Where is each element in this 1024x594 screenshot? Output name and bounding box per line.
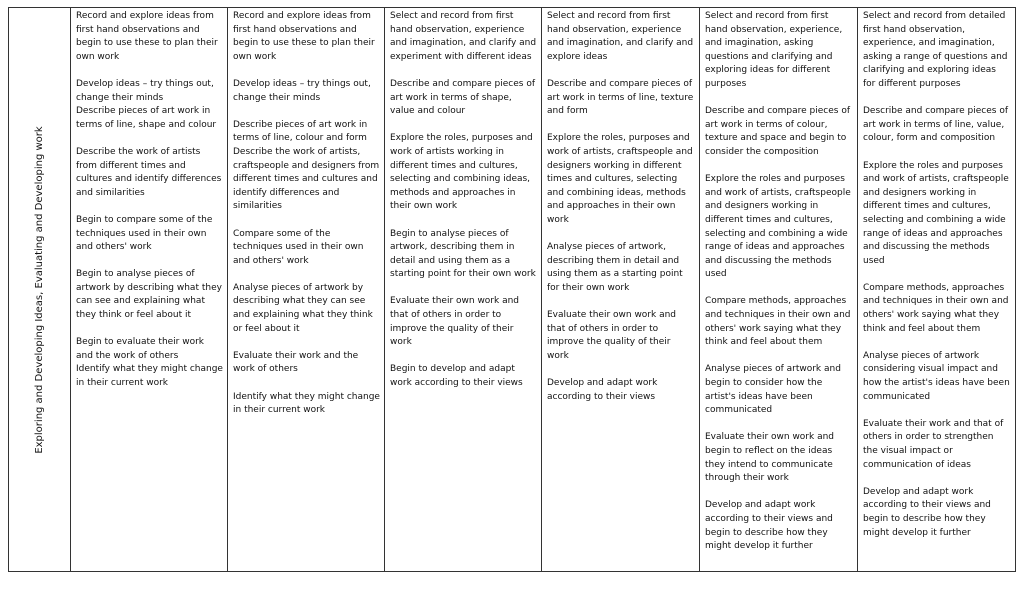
column-paragraph-group [547, 78, 695, 119]
column-paragraph: Identify what they might change in their current work [76, 364, 223, 389]
column-paragraph-group [547, 10, 695, 64]
column-paragraph: Describe the work of artists from different times and cultures and identify differences and similarities [76, 146, 222, 198]
column-paragraph: Evaluate their own work and that of others in order to improve the quality of their work [547, 310, 677, 361]
column-paragraph-group [390, 295, 537, 349]
column-paragraph-group [863, 282, 1011, 336]
column-paragraph: Select and record from first hand observation, experience and imagination, and clarify and explore ideas [547, 11, 694, 62]
column-paragraph: Compare methods, approaches and techniques in their own and others' work saying what they think and feel about them [863, 282, 1009, 334]
column-paragraph: Explore the roles, purposes and work of artists, craftspeople and designers working in different times and cultures, selecting and combining ideas, methods and approaches in their own work [547, 133, 693, 225]
column-paragraph-group [76, 146, 223, 200]
column-paragraph-group [390, 132, 537, 214]
column-paragraph-group [76, 268, 223, 322]
column-paragraph: Develop and adapt work according to their views and begin to describe how they might develop it further [705, 500, 833, 552]
column-paragraph: Describe and compare pieces of art work in terms of shape, value and colour [390, 78, 536, 117]
column-paragraph-group [233, 228, 380, 269]
column-paragraph-group [863, 350, 1011, 404]
column-paragraph: Describe pieces of art work in terms of line, shape and colour [76, 106, 217, 130]
column-paragraph-group [233, 78, 380, 105]
curriculum-table [8, 7, 1016, 572]
column-paragraph: Develop and adapt work according to their views and begin to describe how they might develop it further [863, 486, 991, 538]
column-paragraph: Record and explore ideas from first hand observations and begin to use these to plan their own work [76, 11, 218, 62]
column-paragraph-group [863, 160, 1011, 269]
row-header-label: Exploring and Developing Ideas, Evaluating and Developing work [33, 125, 45, 454]
column-paragraph-group [233, 350, 380, 377]
column-paragraph-group [705, 499, 853, 553]
year-column-2 [228, 8, 385, 572]
column-paragraph-group [705, 363, 853, 417]
column-paragraph: Explore the roles and purposes and work of artists, craftspeople and designers working in different times and cultures, selecting and combining a wide range of ideas and approaches and discussing the methods used [705, 174, 851, 280]
column-paragraph: Analyse pieces of artwork, describing them in detail and using them as a starting point for their own work [547, 242, 683, 293]
column-paragraph-group [547, 241, 695, 295]
column-paragraph-group [863, 486, 1011, 540]
column-paragraph-group [863, 418, 1011, 472]
column-paragraph-group [547, 377, 695, 404]
column-paragraph: Describe and compare pieces of art work in terms of line, texture and form [547, 78, 694, 117]
column-paragraph: Select and record from first hand observation, experience and imagination, and clarify and experiment with different ideas [390, 11, 537, 62]
column-paragraph: Begin to analyse pieces of artwork by describing what they can see and explaining what they think or feel about it [76, 269, 222, 321]
column-paragraph-group [76, 78, 223, 132]
column-paragraph: Develop and adapt work according to their views [547, 378, 658, 402]
column-paragraph: Evaluate their work and the work of others [233, 350, 359, 375]
column-paragraph: Begin to compare some of the techniques used in their own and others' work [76, 214, 213, 253]
column-paragraph: Compare some of the techniques used in their own and others' work [233, 228, 364, 266]
column-paragraph: Develop ideas – try things out, change their minds [76, 78, 214, 103]
column-paragraph-group [705, 431, 853, 485]
column-paragraph: Evaluate their own work and begin to reflect on the ideas they intend to communicate through their work [705, 432, 835, 484]
column-paragraph-group [233, 282, 380, 336]
row-header-cell [9, 8, 71, 572]
year-column-3 [385, 8, 542, 572]
column-paragraph-group [390, 363, 537, 390]
column-paragraph: Analyse pieces of artwork and begin to consider how the artist's ideas have been communicated [705, 364, 841, 416]
column-paragraph-group [547, 309, 695, 363]
column-paragraph-group [233, 119, 380, 214]
column-paragraph: Explore the roles and purposes and work of artists, craftspeople and designers working in different times and cultures, selecting and combining a wide range of ideas and approaches and discussing the methods used [863, 160, 1009, 266]
column-paragraph-group [76, 10, 223, 64]
column-paragraph: Evaluate their own work and that of others in order to improve the quality of their work [390, 296, 520, 348]
column-paragraph-group [233, 10, 380, 64]
column-paragraph-group [705, 295, 853, 349]
year-column-4 [542, 8, 700, 572]
column-paragraph-group [705, 105, 853, 159]
year-column-5 [700, 8, 858, 572]
column-paragraph: Record and explore ideas from first hand observations and begin to use these to plan their own work [233, 11, 375, 62]
column-paragraph: Begin to evaluate their work and the work of others [76, 337, 205, 361]
column-paragraph-group [863, 10, 1011, 92]
column-paragraph-group [705, 173, 853, 282]
column-paragraph: Describe pieces of art work in terms of line, colour and form [233, 119, 368, 144]
column-paragraph: Describe and compare pieces of art work in terms of colour, texture and space and begin to consider the composition [705, 106, 851, 157]
column-paragraph-group [233, 391, 380, 418]
column-paragraph: Compare methods, approaches and techniques in their own and others' work saying what they think and feel about them [705, 296, 851, 348]
column-paragraph: Evaluate their work and that of others in order to strengthen the visual impact or communication of ideas [863, 418, 1004, 470]
column-paragraph: Describe and compare pieces of art work in terms of line, value, colour, form and composition [863, 106, 1009, 144]
column-paragraph: Select and record from detailed first hand observation, experience, and imagination, asking a range of questions and clarifying and exploring ideas for different purposes [863, 11, 1008, 89]
column-paragraph-group [705, 10, 853, 92]
column-paragraph-group [390, 228, 537, 282]
column-paragraph-group [76, 336, 223, 390]
column-paragraph: Identify what they might change in their current work [233, 391, 380, 416]
column-paragraph: Begin to develop and adapt work according to their views [390, 364, 523, 389]
column-paragraph: Explore the roles, purposes and work of artists working in different times and cultures, selecting and combining ideas, methods and approaches in their own work [390, 133, 533, 212]
column-paragraph: Analyse pieces of artwork considering visual impact and how the artist's ideas have been communicated [863, 350, 1010, 402]
column-paragraph-group [390, 78, 537, 119]
column-paragraph-group [76, 214, 223, 255]
column-paragraph: Describe the work of artists, craftspeople and designers from different times and cultures and identify differences and similarities [233, 146, 380, 212]
column-paragraph-group [863, 105, 1011, 146]
column-paragraph: Select and record from first hand observation, experience, and imagination, asking questions and clarifying and exploring ideas for different purposes [705, 11, 843, 89]
column-paragraph: Develop ideas – try things out, change their minds [233, 78, 371, 103]
column-paragraph: Begin to analyse pieces of artwork, describing them in detail and using them as a starting point for their own work [390, 228, 536, 280]
table-row [9, 8, 1016, 572]
column-paragraph-group [390, 10, 537, 64]
column-paragraph: Analyse pieces of artwork by describing what they can see and explaining what they think or feel about it [233, 282, 373, 334]
column-paragraph-group [547, 132, 695, 227]
year-column-6 [858, 8, 1016, 572]
year-column-1 [71, 8, 228, 572]
